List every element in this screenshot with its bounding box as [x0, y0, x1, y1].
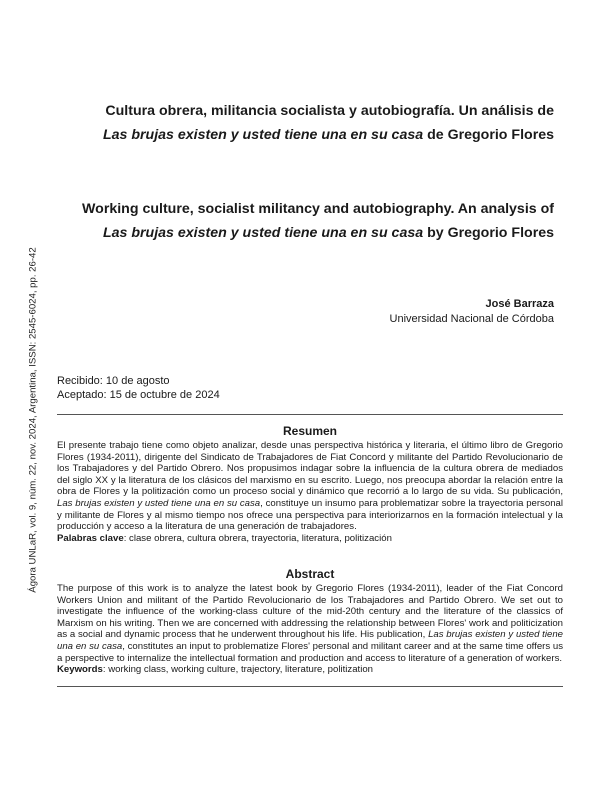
title-english-line2-rest: by Gregorio Flores	[423, 225, 554, 241]
author-block	[390, 297, 554, 327]
title-spanish-line2-rest: de Gregorio Flores	[423, 127, 554, 143]
resumen-keywords	[57, 533, 563, 545]
author-affiliation: Universidad Nacional de Córdoba	[389, 313, 554, 325]
abstract-text	[57, 583, 563, 664]
received-date: Recibido: 10 de agosto	[57, 375, 170, 387]
abstract-book-title: Las brujas existen y usted tiene una en su casa	[57, 629, 563, 652]
resumen-section	[57, 424, 563, 544]
resumen-book-title: Las brujas existen y usted tiene una en su casa	[57, 497, 261, 509]
resumen-text	[57, 440, 563, 533]
title-english	[74, 197, 554, 245]
abstract-text-part2: , constitutes an input to problematize Flores' personal and militant career and at the same time offers us a perspective to internalize the intellectual formation and production and access to literature of a generation of workers.	[57, 640, 563, 664]
sidebar-citation: Ágora UNLaR, vol. 9, núm. 22, nov. 2024, Argentina, ISSN: 2545-6024, pp. 26-42	[27, 247, 39, 593]
title-spanish-line1: Cultura obrera, militancia socialista y autobiografía. Un análisis de	[105, 103, 554, 119]
divider-top	[57, 414, 563, 415]
abstract-text-part1: The purpose of this work is to analyze the latest book by Gregorio Flores (1934-2011), leader of the Fiat Concord Workers Union and militant of the Partido Revolucionario de los Trabajadores and Partido Obrero. We set out to investigate the influence of the working-class culture of the mid-20th century and the literature of the classics of Marxism on his writing. Then we are concerned with addressing the relationship between Flores' work and politicization as a social and dynamic process that he underwent throughout his life. His publication,	[57, 583, 563, 641]
resumen-heading: Resumen	[282, 424, 338, 438]
resumen-keywords-list: : clase obrera, cultura obrera, trayectoria, literatura, politización	[123, 532, 392, 544]
abstract-keywords	[57, 664, 563, 676]
accepted-date: Aceptado: 15 de octubre de 2024	[57, 388, 220, 401]
title-english-line1: Working culture, socialist militancy and autobiography. An analysis of	[82, 201, 554, 217]
abstract-keywords-list: : working class, working culture, trajectory, literature, politization	[102, 664, 374, 676]
resumen-text-part1: El presente trabajo tiene como objeto analizar, desde unas perspectiva histórica y literaria, el último libro de Gregorio Flores (1934-2011), dirigente del Sindicato de Trabajadores de Fiat Concord y militante del Partido Revolucionario de los Trabajadores y del Partido Obrero. Nos propusimos indagar sobre la influencia de la cultura obrera de mediados del siglo XX y la literatura de los clásicos del marxismo en su escrito. Luego, nos preocupa abordar la relación entre la obra de Flores y la politización como un proceso social y dinámico que recorrió a lo largo de su vida. Su publicación,	[57, 440, 563, 498]
title-english-line2	[74, 221, 554, 245]
book-title-italic: Las brujas existen y usted tiene una en su casa	[102, 127, 424, 143]
book-title-italic: Las brujas existen y usted tiene una en su casa	[102, 225, 424, 241]
author-name: José Barraza	[485, 298, 554, 310]
abstract-section	[57, 567, 563, 676]
abstract-keywords-label: Keywords	[57, 664, 103, 676]
abstract-heading: Abstract	[285, 567, 335, 581]
resumen-text-part2: , constituye un insumo para problematizar sobre la trayectoria personal y militante de Flores y al mismo tiempo nos ofrece una perspectiva para interiorizarnos en la formación intelectual y la producción y acceso a la literatura de una generación de trabajadores.	[57, 497, 563, 533]
title-spanish-line2	[74, 123, 554, 147]
resumen-keywords-label: Palabras clave	[57, 532, 124, 544]
title-spanish	[74, 99, 554, 147]
dates-block	[57, 375, 220, 402]
divider-bottom	[57, 686, 563, 687]
